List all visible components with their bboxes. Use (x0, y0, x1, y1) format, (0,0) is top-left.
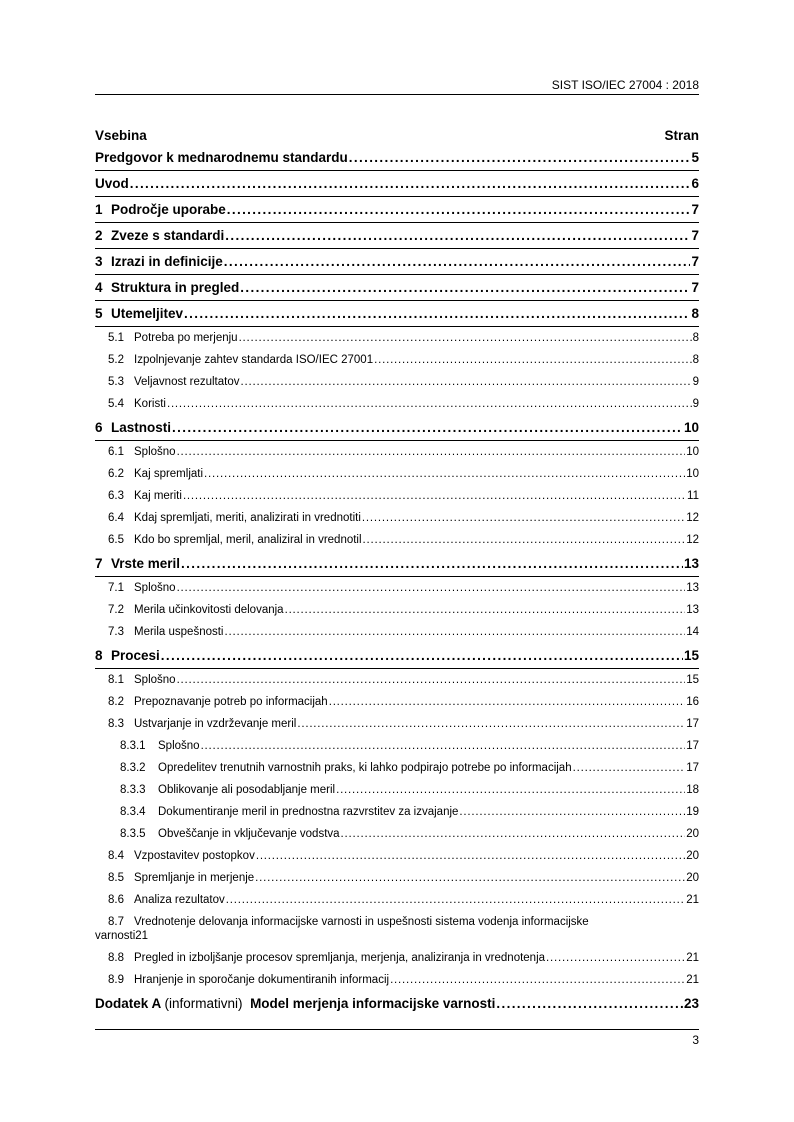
dot-leader (225, 228, 690, 244)
toc-entry-label (120, 739, 200, 753)
annex-qualifier: (informativni) (164, 996, 243, 1011)
toc-entry-number: 6.3 (108, 490, 124, 502)
toc-entry[interactable] (95, 529, 699, 551)
toc-entry-label (95, 150, 348, 166)
toc-entry-title: Splošno (134, 582, 176, 594)
toc-entry-number: 8.3.5 (120, 828, 146, 840)
toc-entry-page: 13 (686, 604, 699, 616)
toc-entry-label (95, 306, 183, 322)
toc-entry[interactable] (95, 371, 699, 393)
toc-entry-page: 17 (686, 762, 699, 774)
toc-entry-label (95, 254, 223, 270)
toc-entry[interactable] (95, 669, 699, 691)
dot-leader (184, 306, 690, 322)
toc-entry-page: 21 (686, 894, 699, 906)
toc-entry[interactable] (95, 889, 699, 911)
toc-entry-label (108, 951, 545, 965)
toc-entry[interactable] (95, 845, 699, 867)
toc-entry[interactable] (95, 485, 699, 507)
toc-entry-label (108, 915, 699, 929)
toc-entry-number: 6.4 (108, 512, 124, 524)
toc-entry[interactable] (95, 643, 699, 669)
toc-entry-page: 21 (686, 952, 699, 964)
toc-entry-number: 8.8 (108, 952, 124, 964)
dot-leader (227, 202, 691, 218)
document-code: SIST ISO/IEC 27004 : 2018 (551, 78, 699, 92)
toc-entry-number: 7.2 (108, 604, 124, 616)
toc-entry-title: Merila uspešnosti (134, 626, 224, 638)
toc-entry-title: Splošno (134, 674, 176, 686)
toc-entry-title: Vrednotenje delovanja informacijske varnosti in uspešnosti sistema vodenja informacijske (134, 916, 589, 928)
toc-entry-page: 15 (683, 648, 699, 663)
toc-entry[interactable] (95, 599, 699, 621)
dot-leader (161, 648, 683, 664)
annex-title: Model merjenja informacijske varnosti (250, 996, 496, 1011)
toc-entry-title: Kdaj spremljati, meriti, analizirati in vrednotiti (134, 512, 361, 524)
toc-entry[interactable] (95, 911, 699, 947)
toc-entry-label (108, 489, 182, 503)
toc-entry[interactable] (95, 713, 699, 735)
dot-leader (167, 397, 692, 411)
toc-entry[interactable] (95, 823, 699, 845)
toc-entry-label (95, 556, 180, 572)
toc-entry[interactable] (95, 275, 699, 301)
toc-entry-label (108, 717, 296, 731)
toc-entry-number: 5.4 (108, 398, 124, 410)
toc-entry-label (108, 397, 166, 411)
dot-leader (362, 511, 685, 525)
toc-heading-title: Vsebina (95, 128, 147, 143)
toc-entry-page: 20 (686, 828, 699, 840)
dot-leader (255, 871, 685, 885)
toc-entry[interactable] (95, 171, 699, 197)
toc-entry-number: 7.1 (108, 582, 124, 594)
toc-entry-continuation (95, 929, 699, 943)
dot-leader (349, 150, 691, 166)
toc-entry[interactable] (95, 969, 699, 991)
toc-entry-page: 8 (692, 354, 699, 366)
toc-entry-page: 17 (686, 718, 699, 730)
toc-entry[interactable] (95, 551, 699, 577)
toc-entry-number: 7.3 (108, 626, 124, 638)
toc-entry-title: Kaj spremljati (134, 468, 204, 480)
toc-entry-page: 13 (686, 582, 699, 594)
toc-entry-number: 5.3 (108, 376, 124, 388)
toc-entry-label (108, 353, 373, 367)
dot-leader (496, 996, 683, 1012)
toc-entry-number: 3 (95, 254, 103, 269)
toc-entry-page: 7 (691, 228, 699, 243)
toc-entry[interactable] (95, 735, 699, 757)
dot-leader (240, 280, 690, 296)
toc-entry-number: 7 (95, 556, 103, 571)
toc-entry-label (120, 761, 572, 775)
toc-entry-title: Splošno (134, 446, 176, 458)
toc-entry-page: 9 (692, 376, 699, 388)
toc-entry[interactable] (95, 415, 699, 441)
toc-entry[interactable] (95, 223, 699, 249)
toc-entry-page: 16 (686, 696, 699, 708)
toc-entry-label (95, 176, 129, 192)
toc-entry-title: Splošno (158, 740, 200, 752)
toc-entry-number: 8.6 (108, 894, 124, 906)
toc-entry-page: 23 (683, 996, 699, 1011)
toc-entry-number: 5.2 (108, 354, 124, 366)
toc-entry-title: Predgovor k mednarodnemu standardu (95, 150, 348, 165)
toc-entry-label (108, 331, 238, 345)
document-page (95, 0, 699, 1122)
toc-entry-page: 8 (692, 332, 699, 344)
header-rule (95, 94, 699, 95)
dot-leader (181, 556, 683, 572)
toc-entry-title: Lastnosti (111, 420, 172, 435)
toc-entry-page: 17 (686, 740, 699, 752)
toc-entry-page: 18 (686, 784, 699, 796)
toc-entry[interactable] (95, 441, 699, 463)
toc-entry[interactable] (95, 327, 699, 349)
toc-entry-title: Izrazi in definicije (111, 254, 223, 269)
toc-entry[interactable] (95, 757, 699, 779)
toc-entry-title: Struktura in pregled (111, 280, 240, 295)
toc-entry-number: 8.3.3 (120, 784, 146, 796)
toc-entry-label (95, 420, 171, 436)
toc-entry-label (108, 893, 225, 907)
toc-entry-number: 8.5 (108, 872, 124, 884)
toc-entry-title: Opredelitev trenutnih varnostnih praks, ki lahko podpirajo potrebe po informacijah (158, 762, 572, 774)
toc-entry-number: 8.7 (108, 916, 124, 928)
toc-entry-page: 13 (683, 556, 699, 571)
toc-entry-label (95, 202, 226, 218)
toc-entry-label (108, 603, 284, 617)
toc-entry-title: Izpolnjevanje zahtev standarda ISO/IEC 27001 (134, 354, 374, 366)
dot-leader (363, 533, 686, 547)
dot-leader (201, 739, 686, 753)
toc-entry-page: 21 (135, 930, 149, 942)
toc-entry-title: Oblikovanje ali posodabljanje meril (158, 784, 336, 796)
dot-leader (130, 176, 691, 192)
toc-entry-number: 8.3 (108, 718, 124, 730)
toc-entry-page: 7 (691, 254, 699, 269)
toc-entry[interactable] (95, 577, 699, 599)
toc-entry-title: Potreba po merjenju (134, 332, 238, 344)
dot-leader (336, 783, 685, 797)
toc-entry-title: Utemeljitev (111, 306, 184, 321)
toc-entry-label (108, 467, 203, 481)
toc-entry-title: Procesi (111, 648, 160, 663)
toc-entry-label (108, 375, 239, 389)
toc-entry-label (120, 827, 340, 841)
toc-entry-number: 8.3.2 (120, 762, 146, 774)
toc-entry-page: 11 (687, 490, 699, 502)
dot-leader (390, 973, 685, 987)
toc-entry-title: Vrste meril (111, 556, 181, 571)
toc-entry-page: 20 (686, 872, 699, 884)
dot-leader (177, 673, 686, 687)
toc-entry-title: Spremljanje in merjenje (134, 872, 255, 884)
toc-entry-page: 7 (691, 202, 699, 217)
toc-entry-page: 15 (686, 674, 699, 686)
toc-entry[interactable] (95, 150, 699, 171)
dot-leader (459, 805, 685, 819)
toc-entry-label (108, 511, 361, 525)
toc-entry-title: Kaj meriti (134, 490, 182, 502)
toc-entry-label (108, 673, 176, 687)
toc-entry-page: 10 (686, 468, 699, 480)
toc-entry[interactable] (95, 507, 699, 529)
toc-entry-title: Merila učinkovitosti delovanja (134, 604, 284, 616)
toc-entry[interactable] (95, 197, 699, 223)
toc-entry-title: Hranjenje in sporočanje dokumentiranih informacij (134, 974, 390, 986)
toc-entry[interactable] (95, 621, 699, 643)
toc-entry-number: 8.1 (108, 674, 124, 686)
toc-entry[interactable] (95, 947, 699, 969)
dot-leader (204, 467, 685, 481)
toc-entry-title: Prepoznavanje potreb po informacijah (134, 696, 328, 708)
toc-entry-label (108, 533, 362, 547)
toc-entry-number: 2 (95, 228, 103, 243)
toc-entry-number: 6.1 (108, 446, 124, 458)
toc-entry-page: 10 (683, 420, 699, 435)
dot-leader (573, 761, 686, 775)
toc-entry-label (108, 849, 255, 863)
toc-entry-title: Ustvarjanje in vzdrževanje meril (134, 718, 297, 730)
toc-entry[interactable] (95, 691, 699, 713)
toc-entry-title: Pregled in izboljšanje procesov spremljanja, merjenja, analiziranja in vrednotenja (134, 952, 546, 964)
toc-entry-title: Vzpostavitev postopkov (134, 850, 255, 862)
toc-entry-label (108, 973, 389, 987)
dot-leader (224, 625, 685, 639)
toc-entry-number: 4 (95, 280, 103, 295)
toc-entry-title: Dokumentiranje meril in prednostna razvrstitev za izvajanje (158, 806, 459, 818)
toc-entry-label (108, 445, 176, 459)
toc-entry-page: 14 (686, 626, 699, 638)
toc-entry-label (108, 871, 254, 885)
toc-entry-label (108, 581, 176, 595)
toc-entry-number: 5 (95, 306, 103, 321)
toc-entry-page: 9 (692, 398, 699, 410)
toc-entry-title: Zveze s standardi (111, 228, 225, 243)
toc-entry-title: Analiza rezultatov (134, 894, 225, 906)
dot-leader (239, 331, 692, 345)
annex-prefix: Dodatek A (95, 996, 161, 1011)
toc-entry-page: 20 (686, 850, 699, 862)
toc-entry-number: 5.1 (108, 332, 124, 344)
toc-entry-label (95, 996, 495, 1012)
dot-leader (240, 375, 691, 389)
toc-entry[interactable] (95, 801, 699, 823)
dot-leader (546, 951, 685, 965)
dot-leader (183, 489, 686, 503)
toc-entry[interactable] (95, 349, 699, 371)
toc-heading-page: Stran (664, 128, 699, 143)
toc-entry-page: 12 (686, 512, 699, 524)
toc-entry-page: 12 (686, 534, 699, 546)
toc-entry-title: Kdo bo spremljal, meril, analiziral in vrednotil (134, 534, 362, 546)
dot-leader (285, 603, 686, 617)
toc-entry-number: 8.4 (108, 850, 124, 862)
toc-entry[interactable] (95, 779, 699, 801)
dot-leader (297, 717, 685, 731)
toc-entry-page: 19 (686, 806, 699, 818)
dot-leader (256, 849, 685, 863)
toc-annex-entry[interactable] (95, 991, 699, 1016)
toc-entry-number: 8.3.4 (120, 806, 146, 818)
toc-entry-number: 6.2 (108, 468, 124, 480)
toc-entry-number: 6.5 (108, 534, 124, 546)
dot-leader (177, 445, 686, 459)
toc-entry-title: Uvod (95, 176, 129, 191)
toc-entry-label (95, 648, 160, 664)
toc-entry-page: 5 (691, 150, 699, 165)
toc-entry[interactable] (95, 393, 699, 415)
toc-entry-label (95, 280, 239, 296)
toc-entry-number: 8.2 (108, 696, 124, 708)
dot-leader (341, 827, 686, 841)
dot-leader (374, 353, 691, 367)
dot-leader (224, 254, 691, 270)
toc-entry[interactable] (95, 463, 699, 485)
toc-entry-title: Obveščanje in vključevanje vodstva (158, 828, 340, 840)
toc-entry[interactable] (95, 249, 699, 275)
dot-leader (177, 581, 686, 595)
dot-leader (172, 420, 683, 436)
toc-entry-label (108, 695, 328, 709)
toc-entry-page: 6 (691, 176, 699, 191)
toc-entry-title: Koristi (134, 398, 166, 410)
toc-entry-label (120, 805, 458, 819)
toc-entry-label (108, 625, 223, 639)
toc-entry-number: 8 (95, 648, 103, 663)
toc-entry-number: 1 (95, 202, 103, 217)
toc-entry-label (120, 783, 335, 797)
dot-leader (226, 893, 685, 907)
toc-entry-title: Veljavnost rezultatov (134, 376, 240, 388)
dot-leader (329, 695, 686, 709)
toc-entry-title: Področje uporabe (111, 202, 226, 217)
toc-entry-number: 6 (95, 420, 103, 435)
toc-entry[interactable] (95, 867, 699, 889)
toc-entry-number: 8.3.1 (120, 740, 146, 752)
toc-entry-page: 10 (686, 446, 699, 458)
toc-entry-page: 21 (686, 974, 699, 986)
toc-entry-number: 8.9 (108, 974, 124, 986)
toc-entry-label (95, 228, 224, 244)
toc-entry[interactable] (95, 301, 699, 327)
toc-heading (95, 128, 699, 144)
toc-entry-title-cont: varnosti (95, 930, 136, 942)
table-of-contents (95, 150, 699, 1016)
footer-rule (95, 1029, 699, 1030)
page-number: 3 (692, 1033, 699, 1047)
toc-entry-page: 8 (691, 306, 699, 321)
toc-entry-page: 7 (691, 280, 699, 295)
